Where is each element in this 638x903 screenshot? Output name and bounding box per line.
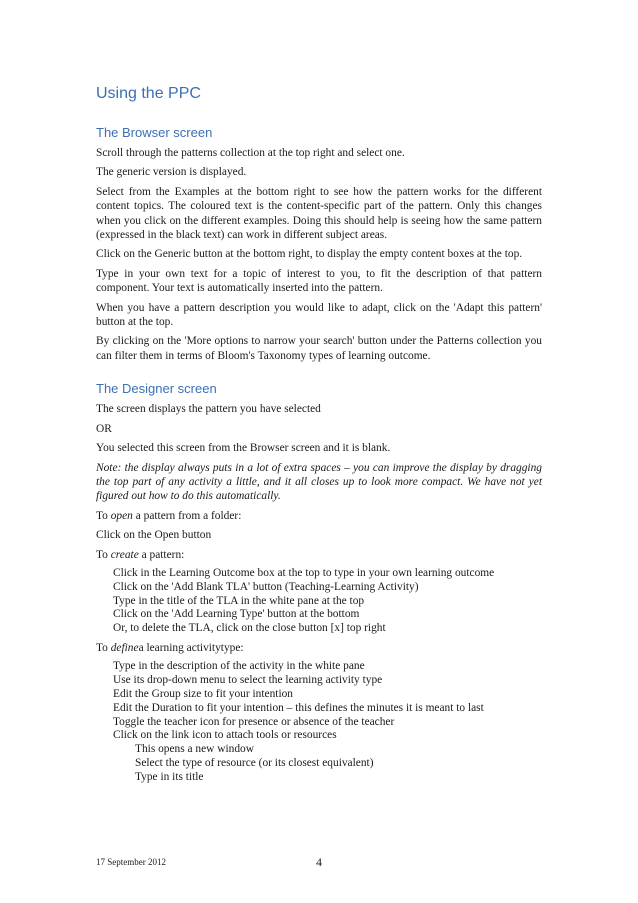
designer-paragraph-3: You selected this screen from the Browser screen and it is blank. xyxy=(96,442,391,455)
open-post: a pattern from a folder: xyxy=(132,509,242,522)
define-step: Type in the description of the activity in the white pane xyxy=(113,660,365,673)
designer-note: Note: the display always puts in a lot of extra spaces – you can improve the display by dragging the top part of any activity a little, and it all closes up to look more compact. We have not yet figured out how to do this automatically. xyxy=(96,461,542,503)
browser-paragraph-3: Select from the Examples at the bottom right to see how the pattern works for the different content topics. The coloured text is the content-specific part of the pattern. Only this changes when you click on the different examples. Doing this should help is seeing how the same pattern (expressed in the black text) can work in different subject areas. xyxy=(96,185,542,242)
browser-paragraph-1: Scroll through the patterns collection at the top right and select one. xyxy=(96,147,405,159)
browser-paragraph-7: By clicking on the 'More options to narrow your search' button under the Patterns collection you can filter them in terms of Bloom's Taxonomy types of learning outcome. xyxy=(96,335,542,362)
create-step: Click on the 'Add Blank TLA' button (Teaching-Learning Activity) xyxy=(113,580,419,593)
define-step: Use its drop-down menu to select the learning activity type xyxy=(113,674,383,687)
define-emphasis: define xyxy=(110,641,139,654)
browser-section-heading: The Browser screen xyxy=(96,125,213,140)
define-step: Edit the Duration to fit your intention – this defines the minutes it is meant to last xyxy=(113,701,484,714)
define-steps-list xyxy=(96,660,542,743)
browser-paragraph-2: The generic version is displayed. xyxy=(96,166,247,179)
designer-section-heading: The Designer screen xyxy=(96,381,217,397)
define-step: Click on the link icon to attach tools or resources xyxy=(113,729,337,742)
document-page xyxy=(96,84,542,790)
define-instruction xyxy=(96,641,542,655)
create-emphasis: create xyxy=(110,548,139,561)
define-post: a learning activitytype: xyxy=(138,641,244,654)
create-step: Or, to delete the TLA, click on the close button [x] top right xyxy=(113,622,386,635)
open-emphasis: open xyxy=(110,509,133,522)
define-step: Edit the Group size to fit your intention xyxy=(113,687,294,700)
page-number: 4 xyxy=(316,855,322,869)
page-footer xyxy=(96,855,542,871)
browser-paragraph-5: Type in your own text for a topic of interest to you, to fit the description of that pattern component. Your text is automatically inserted into the pattern. xyxy=(96,267,542,295)
link-substep: This opens a new window xyxy=(135,743,254,756)
open-pre: To xyxy=(96,509,111,522)
create-pre: To xyxy=(96,548,111,561)
browser-paragraph-6: When you have a pattern description you would like to adapt, click on the 'Adapt this pattern' button at the top. xyxy=(96,301,542,329)
create-step: Type in the title of the TLA in the white pane at the top xyxy=(113,594,365,607)
designer-paragraph-1: The screen displays the pattern you have selected xyxy=(96,403,321,416)
create-step: Click in the Learning Outcome box at the top to type in your own learning outcome xyxy=(113,566,495,579)
create-step: Click on the 'Add Learning Type' button at the bottom xyxy=(113,608,360,621)
define-step: Toggle the teacher icon for presence or absence of the teacher xyxy=(113,715,395,728)
create-post: a pattern: xyxy=(138,548,185,561)
open-instruction xyxy=(96,509,542,523)
designer-paragraph-or: OR xyxy=(96,422,112,435)
section-spacer xyxy=(96,368,542,381)
link-substep: Type in its title xyxy=(135,770,204,783)
link-substep: Select the type of resource (or its closest equivalent) xyxy=(135,756,374,769)
define-pre: To xyxy=(96,641,111,654)
page-title: Using the PPC xyxy=(96,85,201,102)
footer-date: 17 September 2012 xyxy=(96,857,166,867)
browser-paragraph-4: Click on the Generic button at the bottom right, to display the empty content boxes at the top. xyxy=(96,248,523,261)
open-step: Click on the Open button xyxy=(96,529,212,542)
create-instruction xyxy=(96,548,542,562)
link-substeps-list xyxy=(96,743,542,784)
create-steps-list xyxy=(96,567,542,636)
